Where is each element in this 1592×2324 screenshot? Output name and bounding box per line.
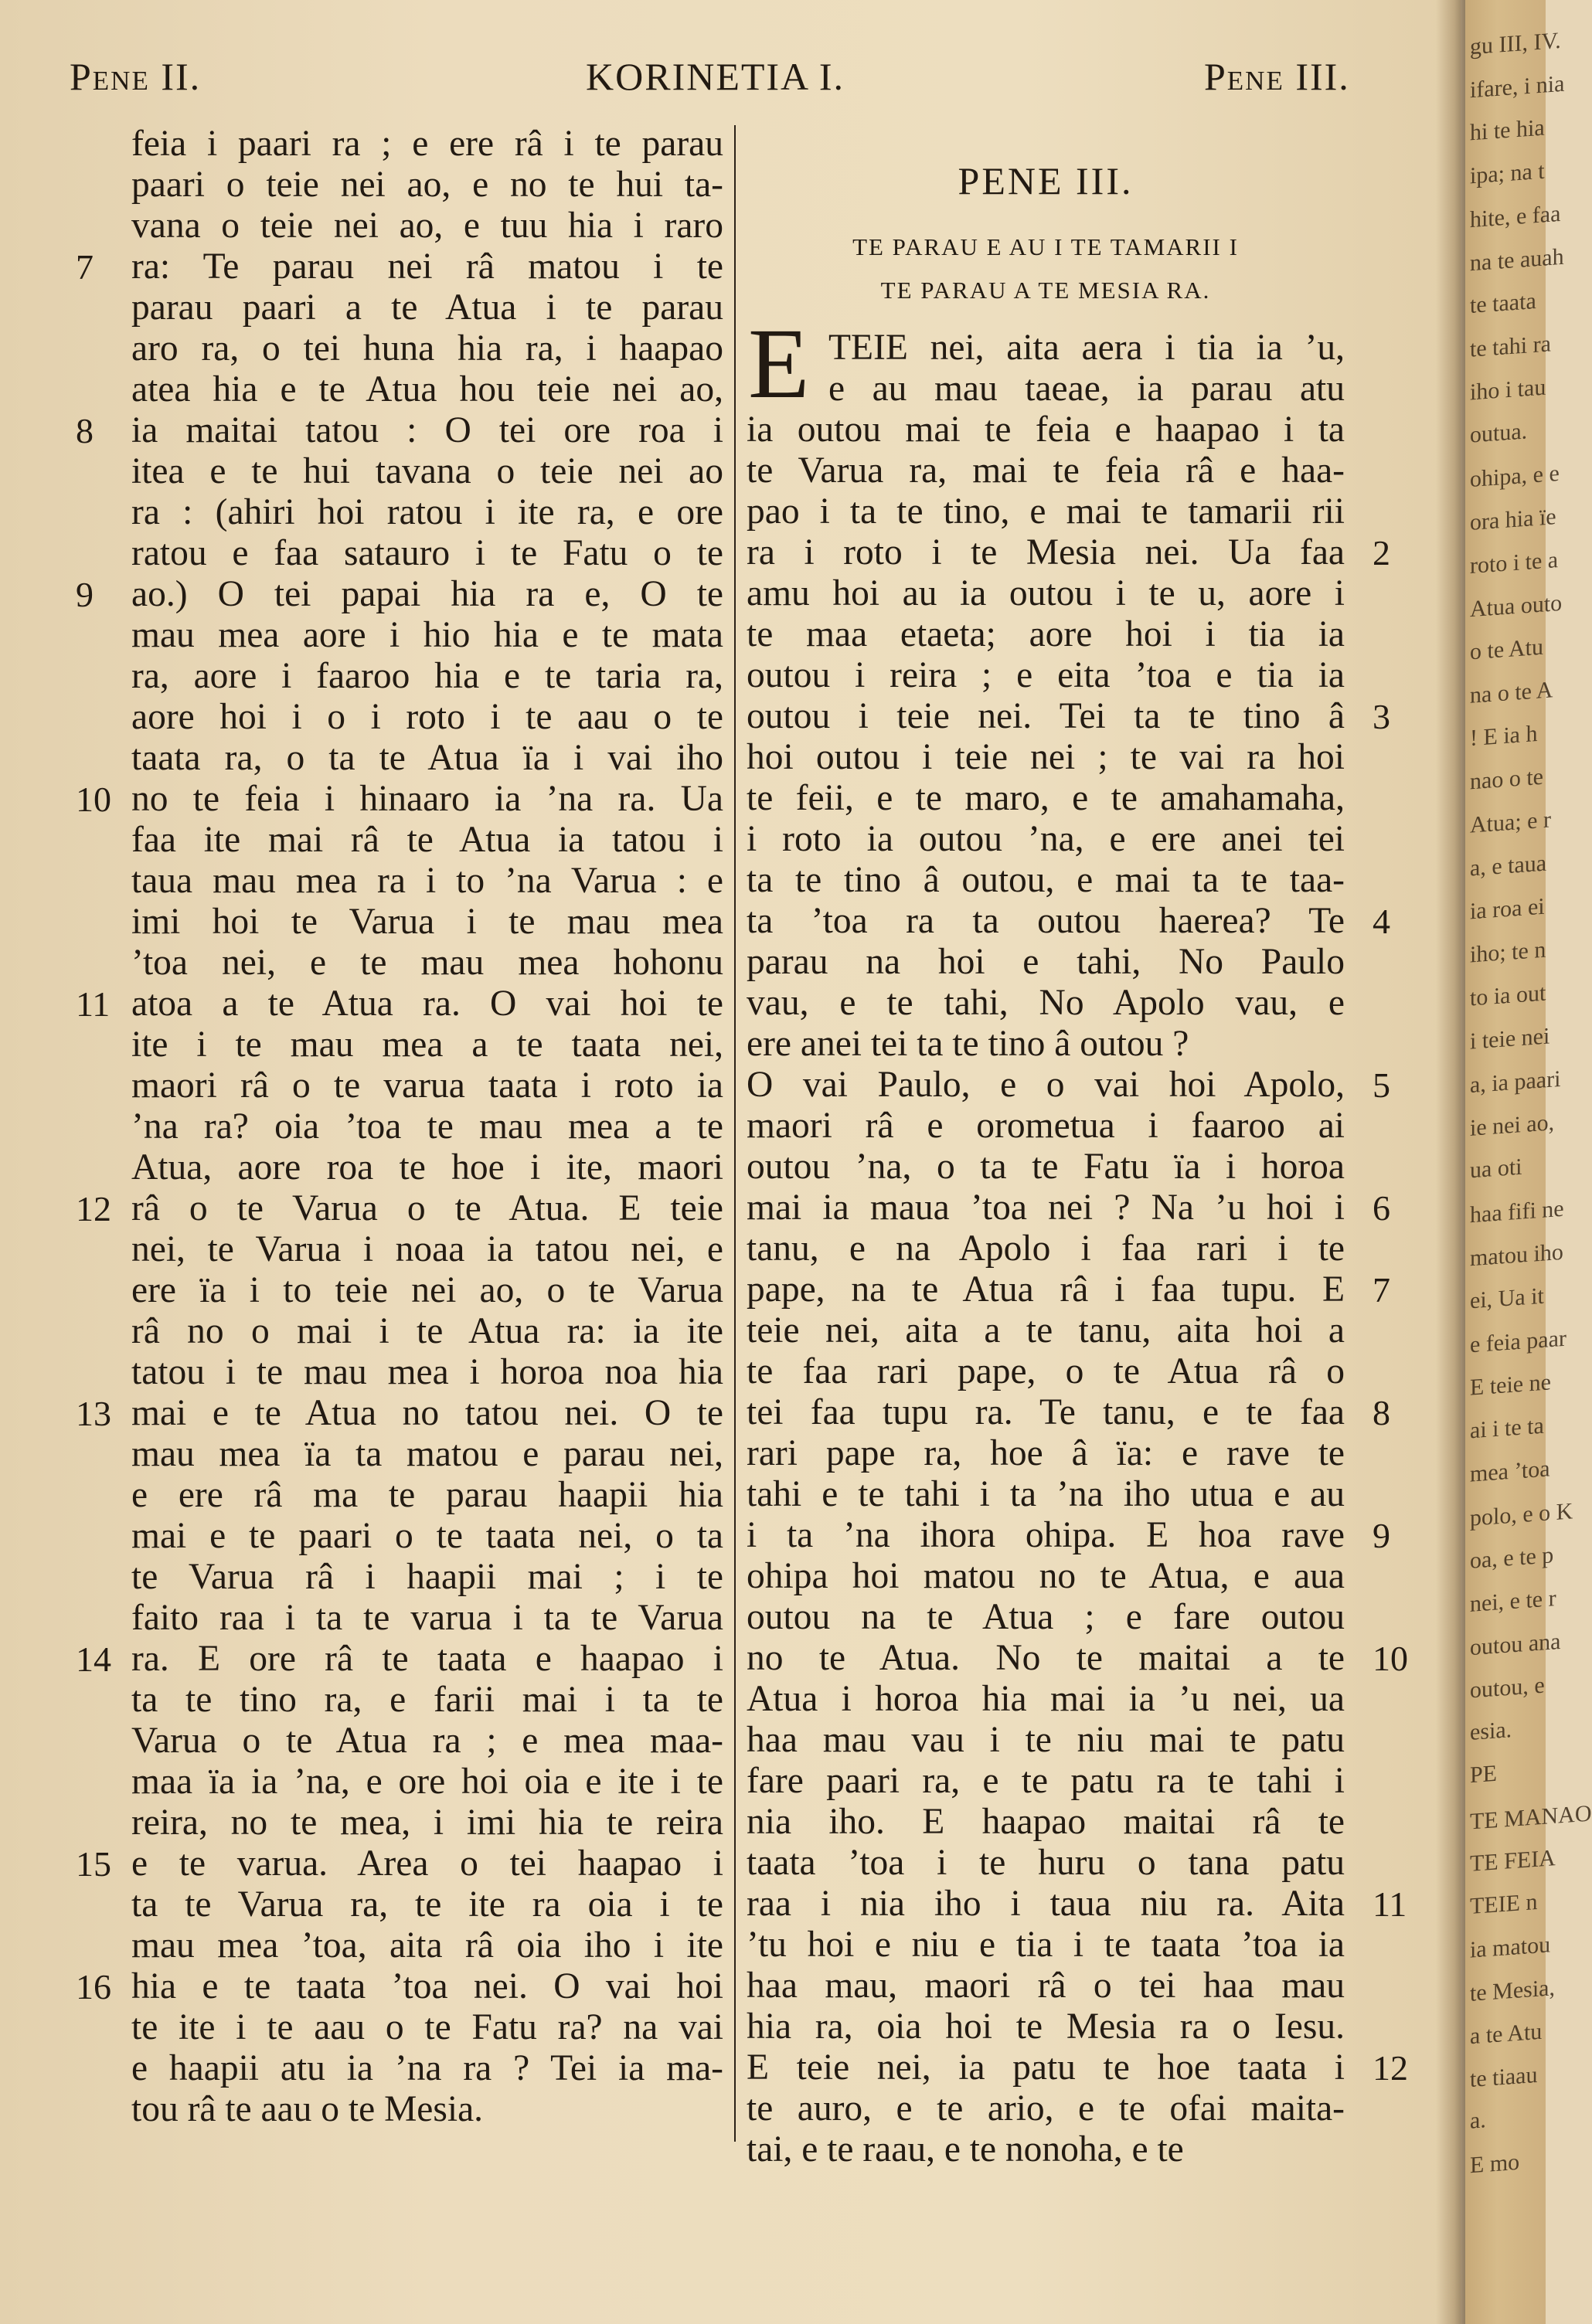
text-line: ia outou mai te feia e haapao i ta — [747, 409, 1345, 450]
text-line: pape, na te Atua râ i faa tupu. E — [747, 1269, 1345, 1310]
text-line: amu hoi au ia outou i te u, aore i — [747, 573, 1345, 613]
text-line: Atua i horoa hia mai ia ’u nei, ua — [747, 1679, 1345, 1719]
bleed-text-line: ora hia ïe — [1470, 504, 1556, 535]
verse-number: 10 — [1373, 1639, 1408, 1678]
text-line: te feii, e te maro, e te amahamaha, — [747, 778, 1345, 818]
text-line: ere anei tei ta te tino â outou ? — [747, 1024, 1189, 1064]
text-line: ere ïa i to teie nei ao, o te Varua — [131, 1270, 723, 1310]
verse-number: 16 — [76, 1967, 111, 2006]
bleed-text-line: TEIE n — [1470, 1888, 1538, 1920]
bleed-text-line: hi te hia — [1470, 114, 1545, 146]
bleed-text-line: polo, e o K — [1470, 1498, 1573, 1531]
bleed-text-line: ia roa ei — [1470, 893, 1545, 925]
bleed-text-line: roto i te a — [1470, 547, 1559, 579]
text-line: te ite i te aau o te Fatu ra? na vai — [131, 2007, 723, 2047]
chapter-summary — [747, 226, 1345, 312]
text-line: haa mau, maori râ o tei haa mau — [747, 1966, 1345, 2006]
text-line: ta te tino â outou, e mai ta te taa- — [747, 860, 1345, 900]
left-text-column — [131, 124, 723, 2130]
next-page-edge — [1465, 0, 1592, 2324]
bleed-text-line: ipa; na t — [1470, 158, 1545, 189]
text-line: raa i nia iho i taua niu ra. Aita — [747, 1884, 1345, 1924]
text-line: maori râ o te varua taata i roto ia — [131, 1065, 723, 1106]
bleed-text-line: a, e taua — [1470, 850, 1547, 882]
bleed-text-line: to ia out — [1470, 980, 1546, 1011]
text-line: hoi outou i teie nei ; te vai ra hoi — [747, 737, 1345, 777]
text-line: Varua o te Atua ra ; e mea maa- — [131, 1721, 723, 1761]
bleed-text-line: esia. — [1470, 1717, 1512, 1745]
text-line: ’toa nei, e te mau mea hohonu — [131, 943, 723, 983]
bleed-text-line: nao o te — [1470, 763, 1543, 795]
text-line: paari o teie nei ao, e no te hui ta- — [131, 165, 723, 205]
text-line: rari pape ra, hoe â ïa: e rave te — [747, 1433, 1345, 1473]
verse-number: 13 — [76, 1394, 111, 1433]
text-line: taata ’toa i te huru o tana patu — [747, 1843, 1345, 1883]
text-line: mau mea ïa ta matou e parau nei, — [131, 1434, 723, 1474]
text-line: teie nei, aita a te tanu, aita hoi a — [747, 1310, 1345, 1351]
chapter-title: PENE III. — [958, 159, 1134, 202]
running-head-center: KORINETIA I. — [586, 55, 845, 98]
verse-number: 10 — [76, 780, 111, 819]
text-line: nia iho. E haapao maitai râ te — [747, 1802, 1345, 1842]
verse-number: 8 — [1373, 1393, 1390, 1432]
bleed-text-line: iho; te n — [1470, 936, 1546, 968]
text-line: te Varua râ i haapii mai ; i te — [131, 1557, 723, 1597]
text-line: O vai Paulo, e o vai hoi Apolo, — [747, 1065, 1345, 1105]
running-head-right: Pene III. — [1204, 55, 1350, 98]
bleed-text-line: nei, e te r — [1470, 1585, 1556, 1617]
text-line: te auro, e te ario, e te ofai maita- — [747, 2088, 1345, 2129]
bleed-text-line: Atua outo — [1470, 589, 1563, 623]
text-line: e ere râ ma te parau haapii hia — [131, 1475, 723, 1515]
bleed-text-line: matou iho — [1470, 1238, 1563, 1272]
bleed-text-line: haa fifi ne — [1470, 1195, 1564, 1228]
text-line: faa ite mai râ te Atua ia tatou i — [131, 820, 723, 860]
text-line: feia i paari ra ; e ere râ i te parau — [131, 124, 723, 164]
bleed-text-line: a. — [1470, 2107, 1486, 2134]
verse-number: 14 — [76, 1639, 111, 1679]
bleed-text-line: ohipa, e e — [1470, 460, 1560, 493]
verse-number: 9 — [76, 575, 94, 614]
text-line: e haapii atu ia ’na ra ? Tei ia ma- — [131, 2048, 723, 2088]
text-line: taua mau mea ra i to ’na Varua : e — [131, 861, 723, 901]
text-line: ’na ra? oia ’toa te mau mea a te — [131, 1106, 723, 1147]
text-line: maori râ e orometua i faaroo ai — [747, 1106, 1345, 1146]
text-line: ohipa hoi matou no te Atua, e aua — [747, 1556, 1345, 1596]
bleed-text-line: te tiaau — [1470, 2061, 1538, 2093]
bleed-text-line: ei, Ua it — [1470, 1283, 1544, 1314]
bleed-text-line: ie nei ao, — [1470, 1109, 1555, 1141]
text-line: ta te tino ra, e farii mai i ta te — [131, 1680, 723, 1720]
bleed-text-line: a te Atu — [1470, 2018, 1543, 2050]
text-line: ta te Varua ra, te ite ra oia i te — [131, 1884, 723, 1925]
verse-number: 12 — [76, 1189, 111, 1228]
text-line: te maa etaeta; aore hoi i tia ia — [747, 614, 1345, 654]
text-line: outou i teie nei. Tei ta te tino â — [747, 696, 1345, 736]
bleed-text-line: mea ’toa — [1470, 1456, 1550, 1487]
verse-number: 8 — [76, 411, 94, 450]
text-line: Atua, aore roa te hoe i ite, maori — [131, 1147, 723, 1187]
bleed-text-line: a, ia paari — [1470, 1065, 1561, 1099]
running-head-left: Pene II. — [70, 55, 202, 98]
text-line: parau paari a te Atua i te parau — [131, 287, 723, 328]
text-line: râ o te Varua o te Atua. E teie — [131, 1188, 723, 1228]
text-line: imi hoi te Varua i te mau mea — [131, 902, 723, 942]
text-line: tai, e te raau, e te nonoha, e te — [747, 2129, 1184, 2169]
text-line: mau mea ’toa, aita râ oia iho i ite — [131, 1925, 723, 1966]
text-line: e te varua. Area o tei haapao i — [131, 1843, 723, 1884]
text-line: ta ’toa ra ta outou haerea? Te — [747, 901, 1345, 941]
text-line: ra i roto i te Mesia nei. Ua faa — [747, 532, 1345, 573]
verse-number: 11 — [76, 984, 111, 1024]
book-gutter-shadow — [1436, 0, 1467, 2324]
bleed-text-line: outou, e — [1470, 1672, 1545, 1704]
text-line: parau na hoi e tahi, No Paulo — [747, 942, 1345, 982]
bleed-text-line: TE MANAO — [1470, 1800, 1592, 1835]
text-line: pao i ta te tino, e mai te tamarii rii — [747, 491, 1345, 532]
text-line: aro ra, o tei huna hia ra, i haapao — [131, 328, 723, 369]
verse-number: 5 — [1373, 1065, 1390, 1105]
text-line: no te Atua. No te maitai a te — [747, 1638, 1345, 1678]
verse-number: 7 — [1373, 1270, 1390, 1310]
text-line: tei faa tupu ra. Te tanu, e te faa — [747, 1392, 1345, 1432]
bleed-text-line: iho i tau — [1470, 374, 1546, 406]
text-line: atea hia e te Atua hou teie nei ao, — [131, 369, 723, 409]
text-line: ra: Te parau nei râ matou i te — [131, 246, 723, 287]
text-line: TEIE nei, aita aera i tia ia ’u, — [828, 328, 1345, 368]
right-text-column — [747, 328, 1345, 2170]
text-line: maa ïa ia ’na, e ore hoi oia e ite i te — [131, 1762, 723, 1802]
text-line: itea e te hui tavana o teie nei ao — [131, 451, 723, 491]
bleed-text-line: TE FEIA — [1470, 1845, 1556, 1877]
text-line: atoa a te Atua ra. O vai hoi te — [131, 984, 723, 1024]
chapter-summary-line: TE PARAU A TE MESIA RA. — [880, 277, 1211, 304]
text-line: vana o teie nei ao, e tuu hia i raro — [131, 206, 723, 246]
verse-number: 12 — [1373, 2048, 1408, 2088]
bleed-text-line: hite, e faa — [1470, 200, 1561, 233]
text-line: te faa rari pape, o te Atua râ o — [747, 1351, 1345, 1391]
text-line: nei, te Varua i noaa ia tatou nei, e — [131, 1229, 723, 1269]
text-line: hia ra, oia hoi te Mesia ra o Iesu. — [747, 2006, 1345, 2047]
column-divider — [734, 125, 736, 2142]
text-line: ite i te mau mea a te taata nei, — [131, 1024, 723, 1065]
text-line: outou i reira ; e eita ’toa e tia ia — [747, 655, 1345, 695]
bleed-text-line: e feia paar — [1470, 1325, 1566, 1358]
text-line: haa mau vau i te niu mai te patu — [747, 1720, 1345, 1760]
verse-number: 6 — [1373, 1188, 1390, 1228]
text-line: hia e te taata ’toa nei. O vai hoi — [131, 1966, 723, 2006]
verse-number: 3 — [1373, 697, 1390, 736]
text-line: tatou i te mau mea i horoa noa hia — [131, 1352, 723, 1392]
text-line: E teie nei, ia patu te hoe taata i — [747, 2047, 1345, 2088]
bleed-text-line: ifare, i nia — [1470, 70, 1565, 104]
text-line: fare paari ra, e te patu ra te tahi i — [747, 1761, 1345, 1801]
verse-number: 7 — [76, 247, 94, 287]
text-line: no te feia i hinaaro ia ’na ra. Ua — [131, 779, 723, 819]
text-line: ra, aore i faaroo hia e te taria ra, — [131, 656, 723, 696]
verse-number: 9 — [1373, 1516, 1390, 1555]
bleed-text-line: i teie nei — [1470, 1023, 1550, 1055]
bleed-text-line: oa, e te p — [1470, 1542, 1554, 1574]
text-line: te Varua ra, mai te feia râ e haa- — [747, 450, 1345, 491]
bleed-text-line: te taata — [1470, 288, 1536, 318]
text-line: aore hoi i o i roto i te aau o te — [131, 697, 723, 737]
bleed-text-line: Atua; e r — [1470, 807, 1551, 838]
text-line: taata ra, o ta te Atua ïa i vai iho — [131, 738, 723, 778]
text-line: i ta ’na ihora ohipa. E hoa rave — [747, 1515, 1345, 1555]
bleed-text-line: outua. — [1470, 418, 1528, 448]
bleed-text-line: outou ana — [1470, 1628, 1561, 1661]
verse-number: 15 — [76, 1844, 111, 1884]
text-line: ’tu hoi e niu e tia i te taata ’toa ia — [747, 1925, 1345, 1965]
text-line: ia maitai tatou : O tei ore roa i — [131, 410, 723, 450]
text-line: tou râ te aau o te Mesia. — [131, 2089, 484, 2129]
bleed-text-line: ! E ia h — [1470, 720, 1538, 752]
text-line: outou na te Atua ; e fare outou — [747, 1597, 1345, 1637]
text-line: mau mea aore i hio hia e te mata — [131, 615, 723, 655]
text-line: ra. E ore râ te taata e haapao i — [131, 1639, 723, 1679]
chapter-summary-line: TE PARAU E AU I TE TAMARII I — [852, 233, 1239, 260]
bleed-text-line: te tahi ra — [1470, 331, 1551, 362]
text-line: mai e te paari o te taata nei, o ta — [131, 1516, 723, 1556]
text-line: ra : (ahiri hoi ratou i ite ra, e ore — [131, 492, 723, 532]
text-line: vau, e te tahi, No Apolo vau, e — [747, 983, 1345, 1023]
text-line: mai ia maua ’toa nei ? Na ’u hoi i — [747, 1187, 1345, 1228]
text-line: mai e te Atua no tatou nei. O te — [131, 1393, 723, 1433]
text-line: tanu, e na Apolo i faa rari i te — [747, 1228, 1345, 1269]
verse-number: 2 — [1373, 533, 1390, 573]
text-line: tahi e te tahi i ta ’na iho utua e au — [747, 1474, 1345, 1514]
drop-cap: E — [748, 308, 810, 420]
text-line: e au mau taeae, ia parau atu — [828, 369, 1345, 409]
bleed-text-line: ua oti — [1470, 1154, 1522, 1184]
bleed-text-line: te Mesia, — [1470, 1975, 1555, 2006]
bleed-text-line: na te auah — [1470, 243, 1564, 277]
verse-number: 4 — [1373, 902, 1390, 941]
text-line: faito raa i ta te varua i ta te Varua — [131, 1598, 723, 1638]
verse-number: 11 — [1373, 1884, 1407, 1924]
bleed-text-line: PE — [1470, 1760, 1498, 1789]
text-line: i roto ia outou ’na, e ere anei tei — [747, 819, 1345, 859]
text-line: râ no o mai i te Atua ra: ia ite — [131, 1311, 723, 1351]
bleed-text-line: ai i te ta — [1470, 1412, 1544, 1444]
bleed-text-line: ia matou — [1470, 1932, 1551, 1963]
bleed-text-line: E teie ne — [1470, 1369, 1551, 1401]
bleed-text-line: o te Atu — [1470, 634, 1543, 665]
text-line: ratou e faa satauro i te Fatu o te — [131, 533, 723, 573]
text-line: outou ’na, o ta te Fatu ïa i horoa — [747, 1147, 1345, 1187]
bleed-text-line: E mo — [1470, 2149, 1520, 2179]
bleed-text-line: gu III, IV. — [1470, 27, 1561, 60]
text-line: ao.) O tei papai hia ra e, O te — [131, 574, 723, 614]
text-line: reira, no te mea, i imi hia te reira — [131, 1802, 723, 1843]
bleed-text-line: na o te A — [1470, 677, 1553, 708]
